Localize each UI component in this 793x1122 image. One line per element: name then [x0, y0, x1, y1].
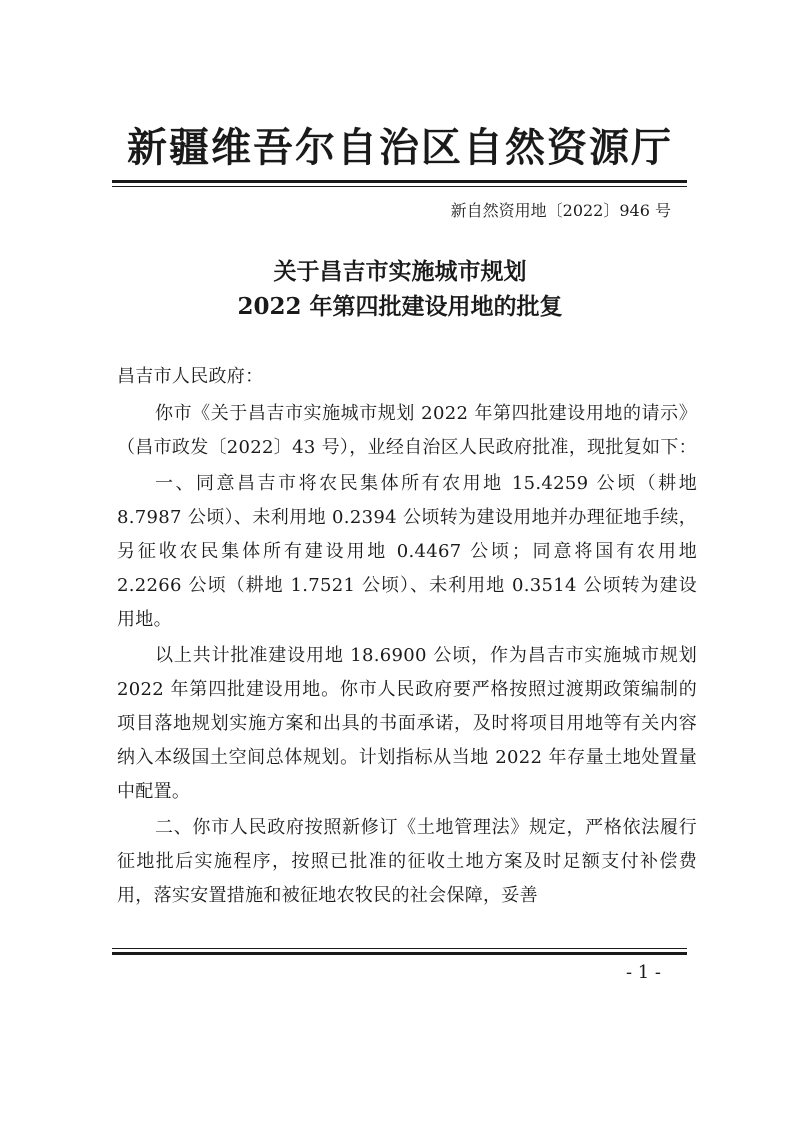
document-body — [117, 360, 697, 913]
body-paragraph: 一、同意昌吉市将农民集体所有农用地 15.4259 公顷（耕地 8.7987 公顷）、未利用地 0.2394 公顷转为建设用地并办理征地手续，另征收农民集体所有建设用地 0.4467 公顷；同意将国有农用地 2.2266 公顷（耕地 1.7521 公顷）、未利用地 0.3514 公顷转为建设用地。 — [117, 473, 697, 630]
footer-rule-thick — [112, 952, 687, 955]
page-number: - 1 - — [625, 962, 661, 983]
header-rule-thick — [112, 180, 687, 183]
organization-title: 新疆维吾尔自治区自然资源厅 — [127, 124, 673, 171]
body-paragraph: 以上共计批准建设用地 18.6900 公顷，作为昌吉市实施城市规划 2022 年第四批建设用地。你市人民政府要严格按照过渡期政策编制的项目落地规划实施方案和出具的书面承诺，及时将项目用地等有关内容纳入本级国土空间总体规划。计划指标从当地 2022 年存量土地处置量中配置。 — [117, 645, 697, 802]
document-title-line-1: 关于昌吉市实施城市规划 — [273, 258, 527, 285]
salutation: 昌吉市人民政府： — [117, 366, 264, 387]
body-paragraph: 二、你市人民政府按照新修订《土地管理法》规定，严格依法履行征地批后实施程序，按照已批准的征收土地方案及时足额支付补偿费用，落实安置措施和被征地农牧民的社会保障，妥善 — [117, 817, 697, 906]
document-title-line-2: 2022 年第四批建设用地的批复 — [237, 293, 563, 320]
document-number: 新自然资用地〔2022〕946 号 — [450, 201, 671, 220]
header-rule-thin — [112, 186, 687, 187]
body-paragraph: 你市《关于昌吉市实施城市规划 2022 年第四批建设用地的请示》（昌市政发〔2022〕43 号），业经自治区人民政府批准，现批复如下： — [117, 402, 697, 458]
footer-rule-thin — [112, 948, 687, 949]
